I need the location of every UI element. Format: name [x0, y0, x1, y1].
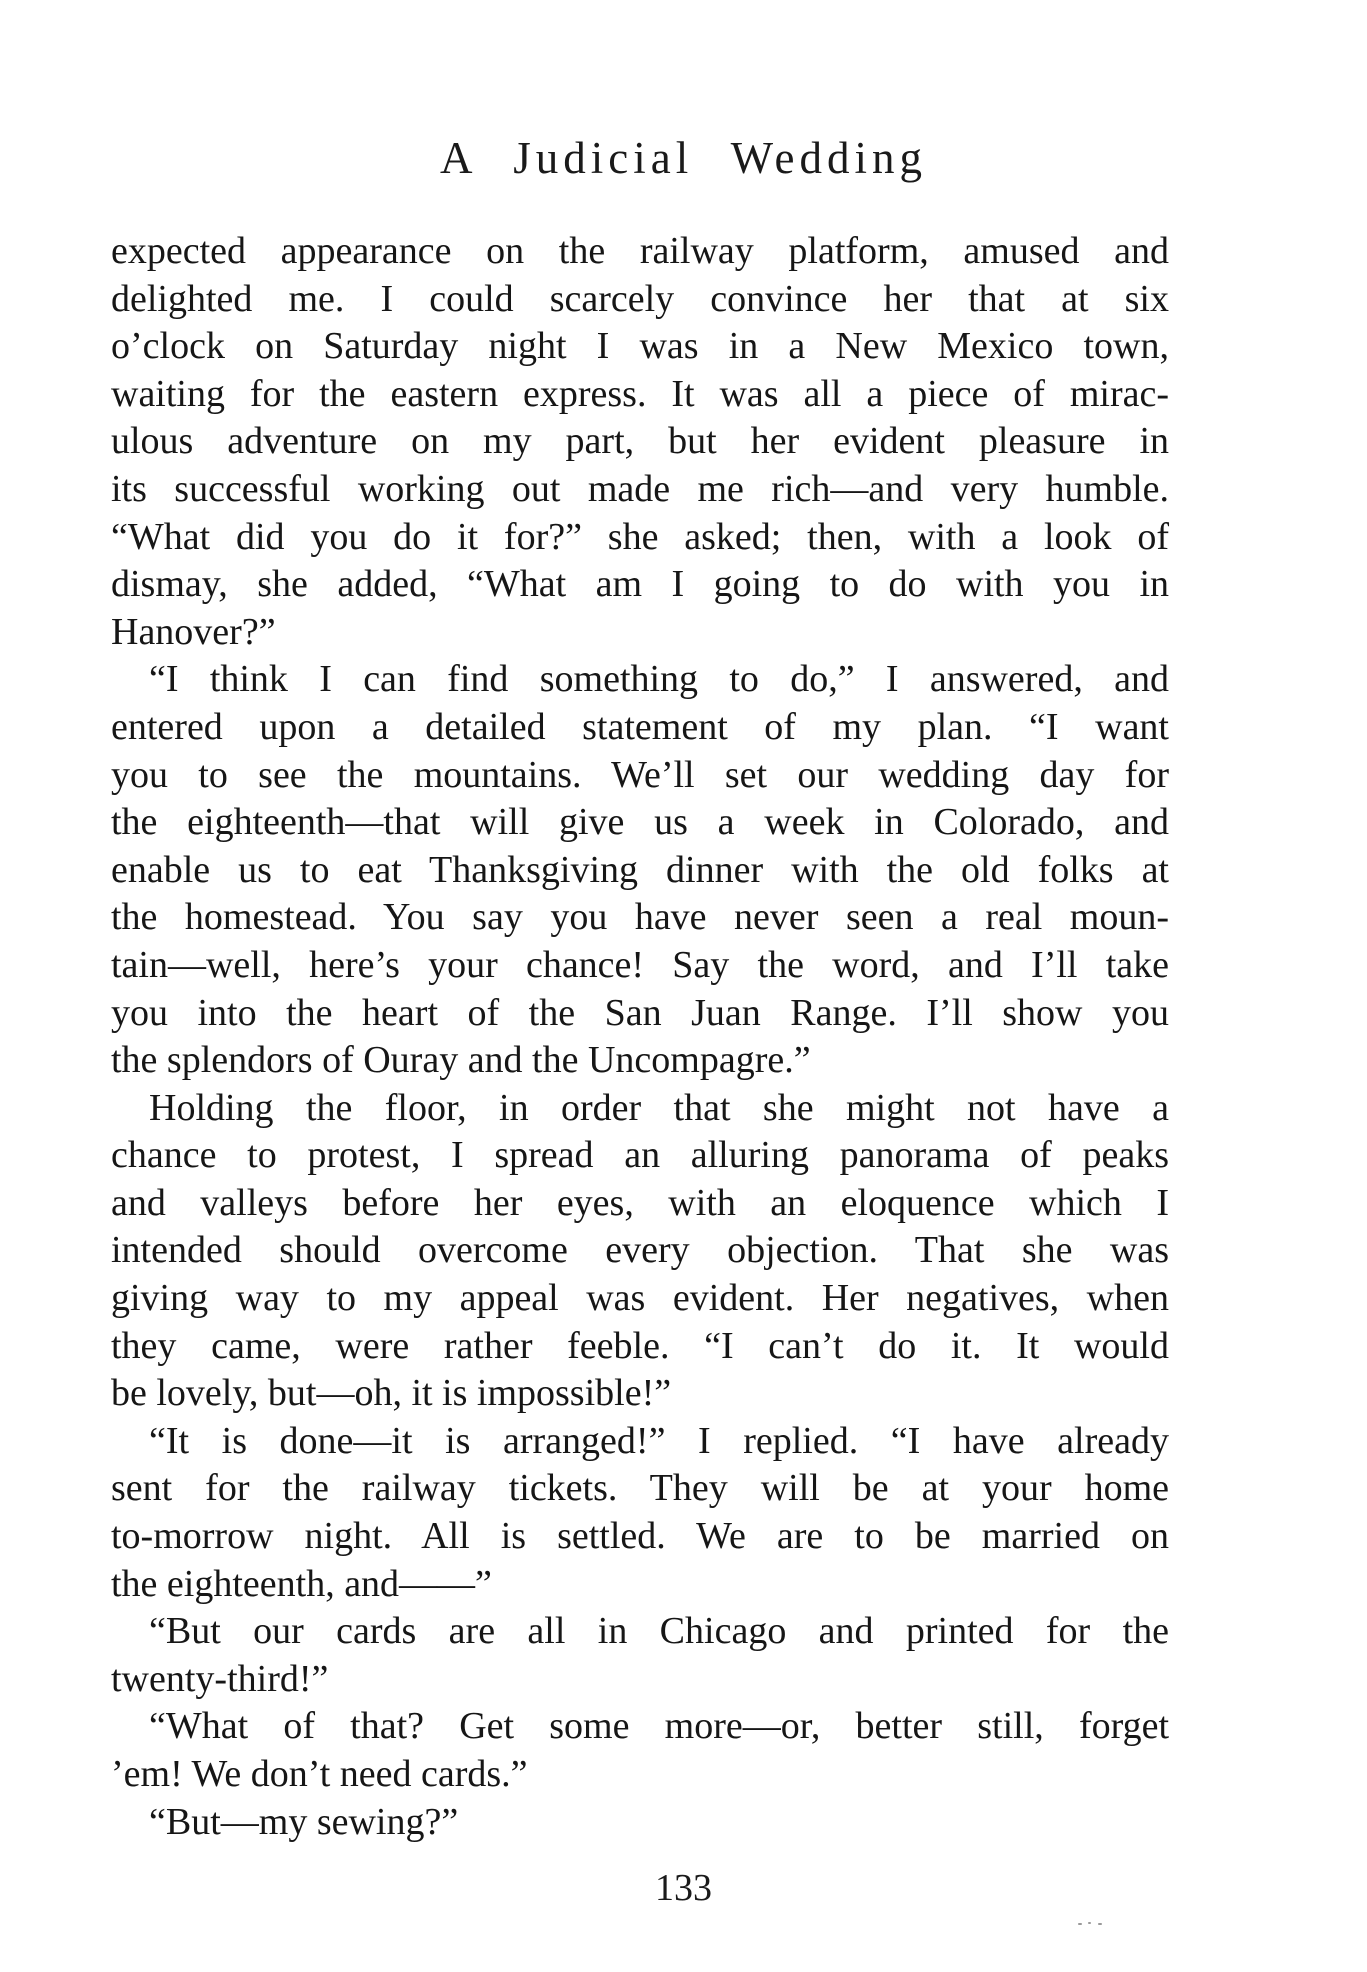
text-line: waiting for the eastern express. It was all a piece of mirac- [111, 372, 1169, 415]
text-line: “But our cards are all in Chicago and printed for the [149, 1610, 1169, 1653]
text-line: dismay, she added, “What am I going to do with you in [111, 563, 1169, 606]
text-line: sent for the railway tickets. They will be at your home [111, 1467, 1169, 1510]
text-line: be lovely, but—oh, it is impossible!” [111, 1372, 672, 1415]
text-line: its successful working out made me rich—and very humble. [111, 467, 1169, 510]
text-line: intended should overcome every objection. That she was [111, 1229, 1169, 1272]
text-line: expected appearance on the railway platform, amused and [111, 230, 1169, 272]
text-line: enable us to eat Thanksgiving dinner with the old folks at [111, 848, 1169, 891]
text-line: you to see the mountains. We’ll set our wedding day for [111, 753, 1169, 796]
text-line: the splendors of Ouray and the Uncompagre.” [111, 1039, 811, 1082]
text-line: ulous adventure on my part, but her evident pleasure in [111, 420, 1169, 463]
text-line: to-morrow night. All is settled. We are to be married on [111, 1515, 1169, 1558]
text-line: the eighteenth—that will give us a week in Colorado, and [111, 801, 1169, 844]
text-line: “I think I can find something to do,” I answered, and [149, 658, 1169, 701]
text-line: twenty-third!” [111, 1657, 329, 1700]
text-line: you into the heart of the San Juan Range. I’ll show you [111, 991, 1169, 1034]
text-line: “What of that? Get some more—or, better still, forget [149, 1705, 1169, 1748]
text-line: and valleys before her eyes, with an eloquence which I [111, 1181, 1169, 1224]
text-line: Hanover?” [111, 610, 276, 653]
text-line: they came, were rather feeble. “I can’t do it. It would [111, 1324, 1169, 1367]
page-number: 133 [655, 1867, 712, 1909]
text-line: “It is done—it is arranged!” I replied. “I have already [149, 1419, 1169, 1462]
paper-speck [1078, 1923, 1082, 1925]
paper-speck [1088, 1922, 1091, 1924]
text-line: chance to protest, I spread an alluring panorama of peaks [111, 1134, 1169, 1177]
text-line: “But—my sewing?” [149, 1800, 459, 1843]
paper-speck [1098, 1923, 1102, 1925]
body-text [111, 228, 1169, 1846]
text-line: giving way to my appeal was evident. Her negatives, when [111, 1277, 1169, 1320]
running-head: A Judicial Wedding [439, 133, 927, 183]
text-line: delighted me. I could scarcely convince her that at six [111, 277, 1169, 320]
text-line: ’em! We don’t need cards.” [111, 1753, 528, 1795]
text-line: tain—well, here’s your chance! Say the word, and I’ll take [111, 943, 1169, 986]
text-line: o’clock on Saturday night I was in a New Mexico town, [111, 325, 1169, 368]
text-line: entered upon a detailed statement of my plan. “I want [111, 705, 1169, 748]
text-line: the homestead. You say you have never seen a real moun- [111, 896, 1169, 939]
text-line: the eighteenth, and——” [111, 1562, 492, 1605]
text-line: “What did you do it for?” she asked; then, with a look of [111, 515, 1169, 558]
text-line: Holding the floor, in order that she might not have a [149, 1086, 1169, 1129]
